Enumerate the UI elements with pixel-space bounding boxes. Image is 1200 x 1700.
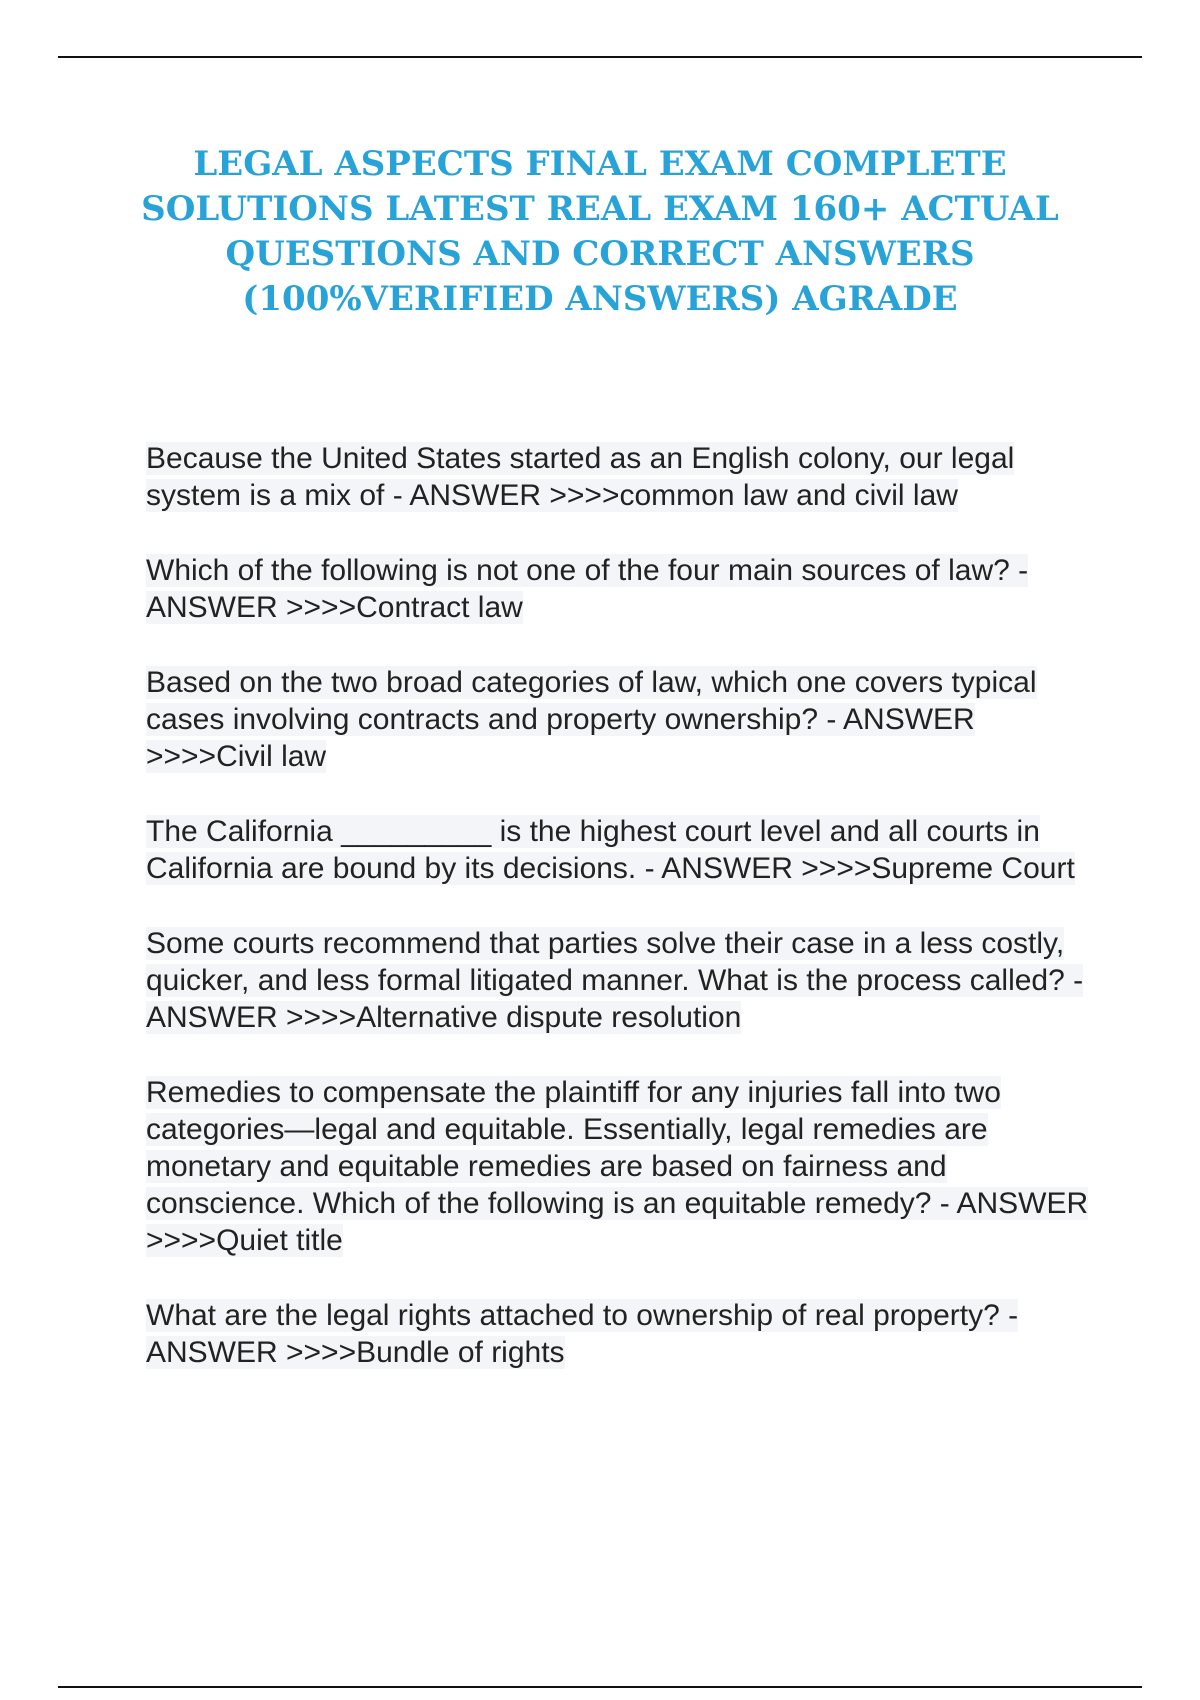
top-rule [58, 56, 1142, 58]
qa-item-1 [146, 440, 1096, 514]
qa-item-2 [146, 552, 1096, 626]
qa-text: Which of the following is not one of the four main sources of law? - ANSWER >>>>Contract law [146, 554, 1029, 624]
qa-text: The California _________ is the highest court level and all courts in California are bound by its decisions. - ANSWER >>>>Supreme Court [146, 815, 1075, 885]
qa-text: Based on the two broad categories of law, which one covers typical cases involving contracts and property ownership? - ANSWER >>>>Civil law [146, 666, 1037, 773]
qa-item-5 [146, 925, 1096, 1036]
qa-text: What are the legal rights attached to ownership of real property? - ANSWER >>>>Bundle of rights [146, 1299, 1019, 1369]
qa-text: Some courts recommend that parties solve their case in a less costly, quicker, and less formal litigated manner. What is the process called? - ANSWER >>>>Alternative dispute resolution [146, 927, 1084, 1034]
qa-item-3 [146, 664, 1096, 775]
qa-item-6 [146, 1074, 1096, 1259]
qa-item-7 [146, 1297, 1096, 1371]
bottom-rule [58, 1686, 1142, 1688]
qa-text: Remedies to compensate the plaintiff for any injuries fall into two categories—legal and equitable. Essentially, legal remedies are monetary and equitable remedies are based on fairness and conscience. Which of the following is an equitable remedy? - ANSWER >>>>Quiet title [146, 1076, 1089, 1257]
qa-text: Because the United States started as an English colony, our legal system is a mix of - ANSWER >>>>common law and civil law [146, 442, 1015, 512]
qa-item-4 [146, 813, 1096, 887]
qa-list [146, 440, 1096, 1409]
document-title: LEGAL ASPECTS FINAL EXAM COMPLETE SOLUTIONS LATEST REAL EXAM 160+ ACTUAL QUESTIONS AND CORRECT ANSWERS (100%VERIFIED ANSWERS) AGRADE [141, 144, 1059, 319]
